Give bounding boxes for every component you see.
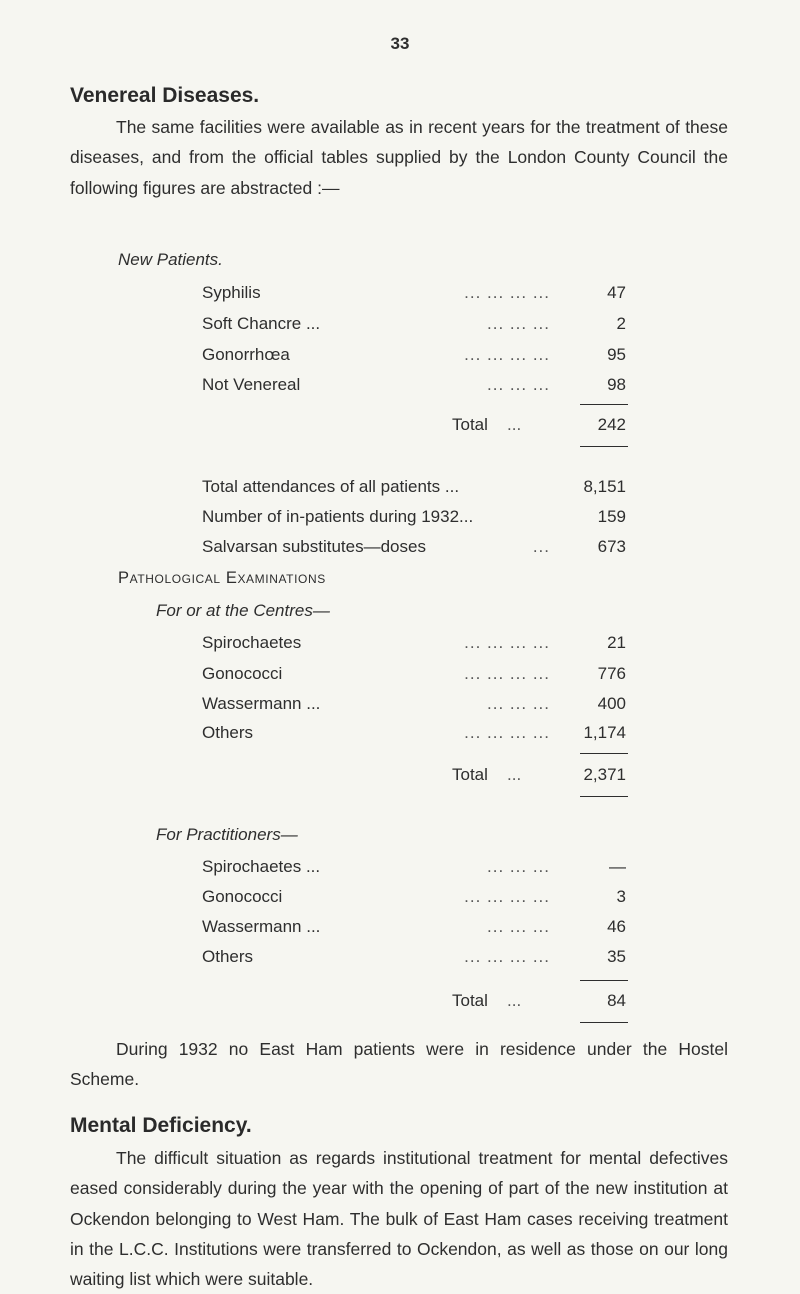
row-label: Others: [202, 947, 254, 966]
table-row: [202, 314, 626, 344]
intro-paragraph: [70, 112, 728, 203]
row-leader-dots: ... ... ... ...: [464, 723, 550, 742]
table-row: [202, 723, 626, 753]
total-value: 84: [607, 991, 626, 1010]
row-leader-dots: ... ... ... ...: [464, 633, 550, 652]
total-rule-bottom: [580, 796, 628, 797]
row-leader-dots: ... ... ...: [487, 314, 550, 333]
row-label: Total attendances of all patients ...: [202, 477, 460, 496]
total-rule-top: [580, 980, 628, 981]
row-value: 47: [607, 283, 626, 302]
total-rule-bottom: [580, 1022, 628, 1023]
row-label: Gonococci: [202, 664, 283, 683]
row-leader-dots: ... ... ... ...: [464, 664, 550, 683]
row-label: Soft Chancre ...: [202, 314, 321, 333]
total-leader-dots: ...: [507, 765, 522, 784]
row-label: Gonococci: [202, 887, 283, 906]
table-row: [202, 633, 626, 663]
row-label: Not Venereal: [202, 375, 301, 394]
section-heading-venereal: Venereal Diseases.: [70, 84, 260, 107]
row-value: 673: [597, 537, 626, 556]
row-leader-dots: ... ... ...: [487, 694, 550, 713]
row-value: 2: [616, 314, 626, 333]
row-leader-dots: ... ... ... ...: [464, 283, 550, 302]
row-label: Syphilis: [202, 283, 261, 302]
total-label: Total: [452, 991, 488, 1010]
centres-title: For or at the Centres—: [156, 601, 330, 620]
mental-text: The difficult situation as regards institutional treatment for mental defectives eased considerably during the year with the opening of part of the new institution at Ockendon belonging to West Ham. The bulk of East Ham cases receiving treatment in the L.C.C. Institutions were transferred to Ockendon, as well as those on our long waiting list which were suitable.: [70, 1148, 728, 1290]
total-leader-dots: ...: [507, 991, 522, 1010]
table-row: [202, 345, 626, 375]
row-value: 159: [597, 507, 626, 526]
mental-paragraph: [70, 1143, 728, 1294]
total-label: Total: [452, 415, 488, 434]
total-rule-top: [580, 753, 628, 754]
row-label: Spirochaetes ...: [202, 857, 321, 876]
total-rule-top: [580, 404, 628, 405]
hostel-paragraph: [70, 1034, 728, 1095]
total-label: Total: [452, 765, 488, 784]
row-value: 1,174: [583, 723, 626, 742]
row-label: Gonorrhœa: [202, 345, 290, 364]
row-label: Salvarsan substitutes—doses: [202, 537, 426, 556]
practitioners-title: For Practitioners—: [156, 825, 298, 844]
row-label: Others: [202, 723, 254, 742]
section-heading-mental: Mental Deficiency.: [70, 1114, 252, 1137]
row-value: 3: [616, 887, 626, 906]
total-leader-dots: ...: [507, 415, 522, 434]
row-value: 95: [607, 345, 626, 364]
total-value: 2,371: [583, 765, 626, 784]
table-row: [202, 694, 626, 724]
new-patients-title: New Patients.: [118, 250, 223, 269]
row-value: 776: [597, 664, 626, 683]
row-value: 46: [607, 917, 626, 936]
table-row: [202, 887, 626, 917]
page-number: 33: [390, 34, 410, 53]
table-row: [202, 664, 626, 694]
row-leader-dots: ...: [532, 537, 550, 556]
row-value: 98: [607, 375, 626, 394]
row-label: Wassermann ...: [202, 917, 321, 936]
table-row: [202, 917, 626, 947]
row-value: 8,151: [583, 477, 626, 496]
table-row: [202, 537, 626, 567]
table-row: [202, 477, 626, 507]
table-row: [202, 375, 626, 405]
row-leader-dots: ... ... ... ...: [464, 887, 550, 906]
table-row: [202, 857, 626, 887]
total-value: 242: [597, 415, 626, 434]
row-label: Spirochaetes: [202, 633, 302, 652]
row-value: —: [609, 857, 626, 876]
row-label: Wassermann ...: [202, 694, 321, 713]
table-row: [202, 283, 626, 313]
table-row: [202, 507, 626, 537]
pathological-title: Pathological Examinations: [118, 569, 326, 587]
row-label: Number of in-patients during 1932...: [202, 507, 474, 526]
row-value: 21: [607, 633, 626, 652]
row-leader-dots: ... ... ...: [487, 917, 550, 936]
intro-text: The same facilities were available as in recent years for the treatment of these diseases, and from the official tables supplied by the London County Council the following figures are abstracted :—: [70, 117, 728, 198]
row-value: 400: [597, 694, 626, 713]
row-leader-dots: ... ... ...: [487, 857, 550, 876]
row-value: 35: [607, 947, 626, 966]
hostel-text: During 1932 no East Ham patients were in residence under the Hostel Scheme.: [70, 1039, 728, 1090]
row-leader-dots: ... ... ... ...: [464, 345, 550, 364]
row-leader-dots: ... ... ...: [487, 375, 550, 394]
total-rule-bottom: [580, 446, 628, 447]
row-leader-dots: ... ... ... ...: [464, 947, 550, 966]
table-row: [202, 947, 626, 977]
